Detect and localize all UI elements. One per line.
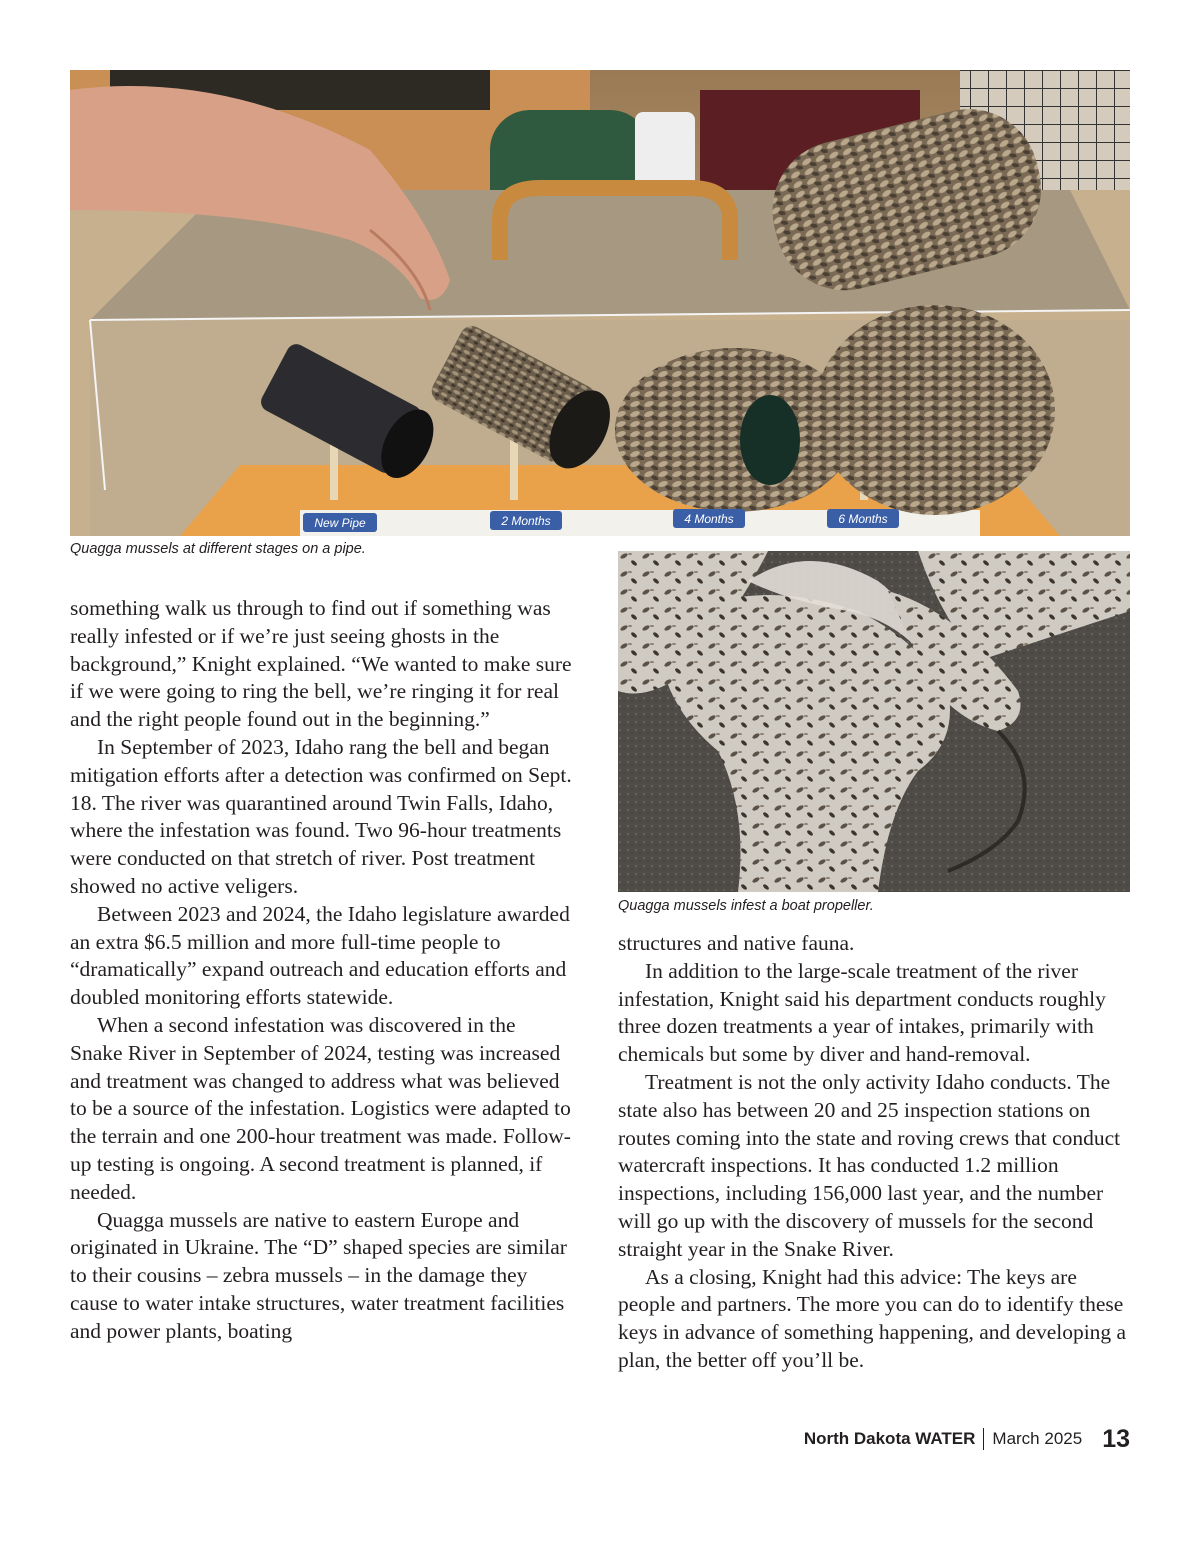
- article-right-column: [618, 930, 1130, 1375]
- right-paragraph-4: As a closing, Knight had this advice: The keys are people and partners. The more you can do to identify these keys in advance of something happening, and developing a plan, the better off you’ll be.: [618, 1264, 1127, 1372]
- propeller-photo: [618, 551, 1130, 892]
- stage-label-new-pipe: New Pipe: [314, 516, 366, 530]
- left-paragraph-5: Quagga mussels are native to eastern Europe and originated in Ukraine. The “D” shaped species are similar to their cousins – zebra mussels – in the damage they cause to water intake structures, water treatment facilities and power plants, boating: [70, 1207, 567, 1343]
- article-left-column: [70, 595, 573, 1346]
- pipes-photo: [70, 70, 1130, 536]
- left-paragraph-2: In September of 2023, Idaho rang the bell and began mitigation efforts after a detection was confirmed on Sept. 18. The river was quarantined around Twin Falls, Idaho, where the infestation was found. Two 96-hour treatments were conducted on that stretch of river. Post treatment showed no active veligers.: [70, 734, 572, 898]
- issue-date: March 2025: [992, 1429, 1083, 1448]
- publication-name: North Dakota WATER: [803, 1429, 976, 1448]
- stage-label-2-months: 2 Months: [501, 514, 551, 528]
- left-paragraph-1: something walk us through to find out if something was really infested or if we’re just seeing ghosts in the background,” Knight explained. “We wanted to make sure if we were going to ring the bell, we’re ringing it for real and the right people found out in the beginning.”: [70, 596, 572, 732]
- right-paragraph-1: structures and native fauna.: [618, 931, 855, 955]
- pipes-photo-illustration: [70, 70, 1130, 536]
- page-number: 13: [1102, 1424, 1130, 1453]
- propeller-photo-caption: Quagga mussels infest a boat propeller.: [618, 898, 874, 914]
- stage-label-6-months: 6 Months: [838, 512, 888, 526]
- propeller-photo-illustration: [618, 551, 1130, 892]
- stage-label-4-months: 4 Months: [684, 512, 734, 526]
- left-paragraph-4: When a second infestation was discovered in the Snake River in September of 2024, testing was increased and treatment was changed to address what was believed to be a source of the infestation. Logistics were adapted to the terrain and one 200-hour treatment was made. Follow-up testing is ongoing. A second treatment is planned, if needed.: [70, 1012, 571, 1204]
- right-paragraph-2: In addition to the large-scale treatment of the river infestation, Knight said his department conducts roughly three dozen treatments a year of intakes, primarily with chemicals but some by diver and hand-removal.: [618, 958, 1106, 1067]
- pipes-photo-caption: Quagga mussels at different stages on a pipe.: [70, 541, 366, 557]
- right-paragraph-3: Treatment is not the only activity Idaho conducts. The state also has between 20 and 25 inspection stations on routes coming into the state and roving crews that conduct watercraft inspections. It has conducted 1.2 million inspections, including 156,000 last year, and the number will go up with the discovery of mussels for the second straight year in the Snake River.: [618, 1069, 1121, 1261]
- left-paragraph-3: Between 2023 and 2024, the Idaho legislature awarded an extra $6.5 million and more full-time people to “dramatically” expand outreach and education efforts and doubled monitoring efforts statewide.: [70, 901, 570, 1010]
- footer-divider: [983, 1428, 984, 1450]
- page-footer: [804, 1423, 1130, 1455]
